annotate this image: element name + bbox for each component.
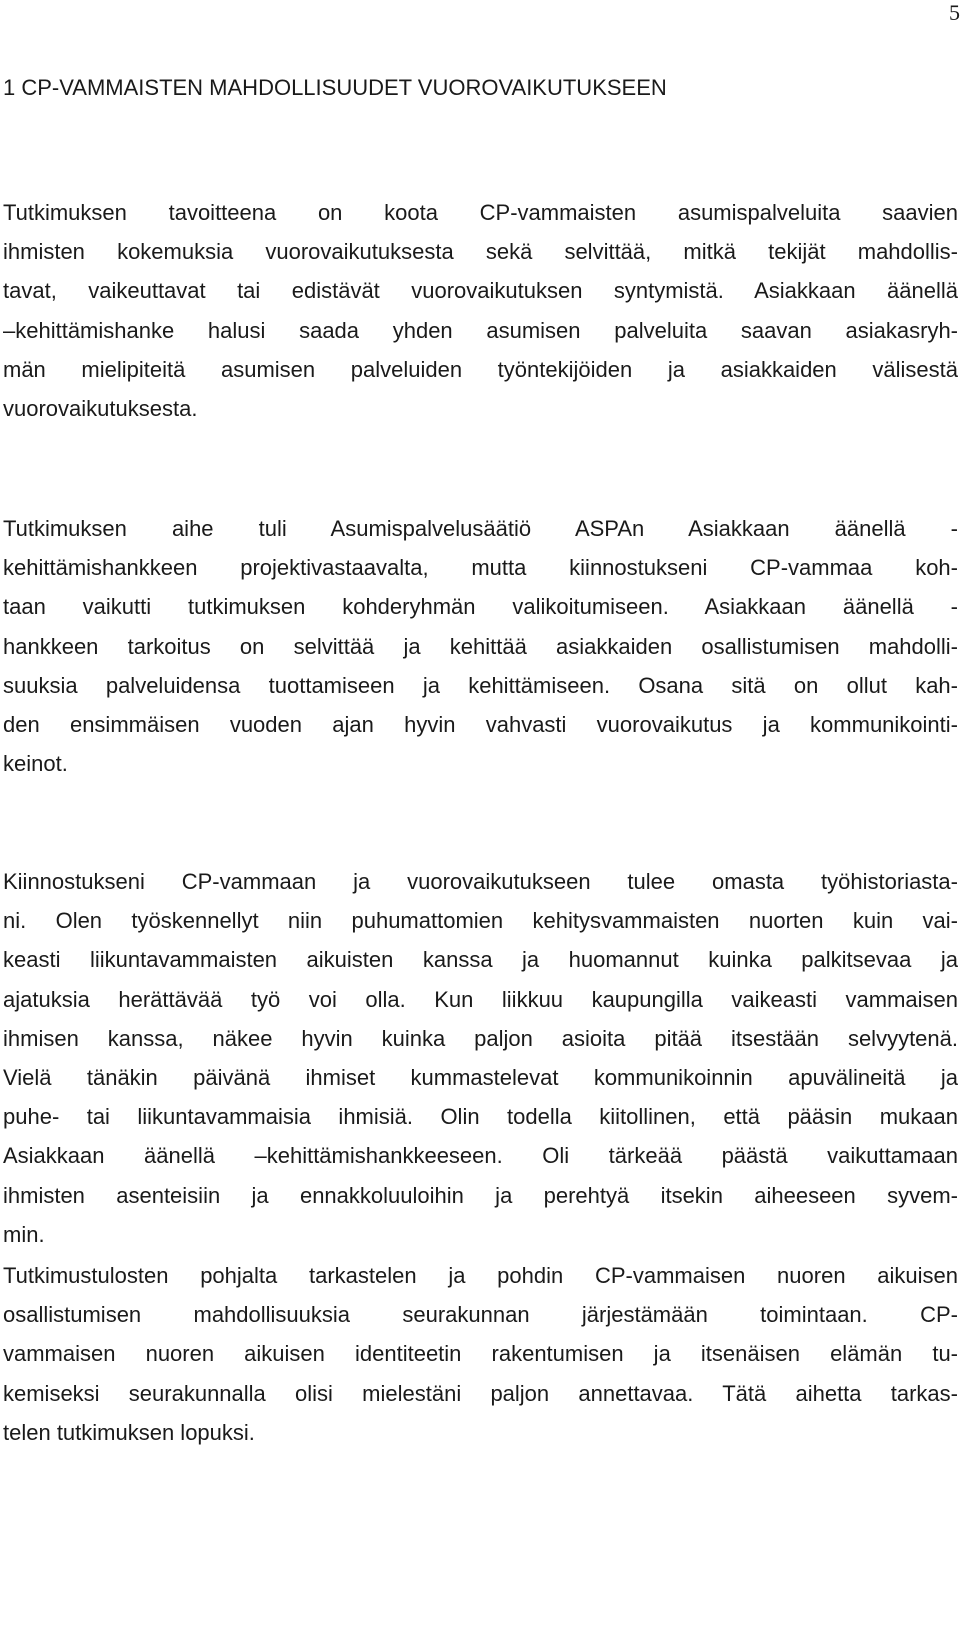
text-line: telen tutkimuksen lopuksi. [3,1419,255,1445]
text-line: kehittämishankkeen projektivastaavalta, mutta kiinnostukseni CP-vammaa koh- [3,555,958,581]
text-line: män mielipiteitä asumisen palveluiden työntekijöiden ja asiakkaiden välisestä [3,356,958,382]
text-line: hankkeen tarkoitus on selvittää ja kehittää asiakkaiden osallistumisen mahdolli- [3,633,958,659]
text-line: keasti liikuntavammaisten aikuisten kanssa ja huomannut kuinka palkitsevaa ja [3,947,958,973]
text-line: vuorovaikutuksesta. [3,395,198,421]
text-line: puhe- tai liikuntavammaisia ihmisiä. Olin todella kiitollinen, että pääsin mukaan [3,1104,958,1130]
text-line: ajatuksia herättävää työ voi olla. Kun liikkuu kaupungilla vaikeasti vammaisen [3,986,958,1012]
text-line: kemiseksi seurakunnalla olisi mielestäni paljon annettavaa. Tätä aihetta tarkas- [3,1380,958,1406]
text-line: Tutkimuksen aihe tuli Asumispalvelusäätiö ASPAn Asiakkaan äänellä - [3,516,958,541]
text-line: Asiakkaan äänellä –kehittämishankkeeseen. Oli tärkeää päästä vaikuttamaan [3,1143,958,1169]
text-line: den ensimmäisen vuoden ajan hyvin vahvasti vuorovaikutus ja kommunikointi- [3,711,958,737]
text-line: ihmisten asenteisiin ja ennakkoluuloihin ja perehtyä itsekin aiheeseen syvem- [3,1182,958,1208]
text-line: taan vaikutti tutkimuksen kohderyhmän valikoitumiseen. Asiakkaan äänellä - [3,594,958,620]
text-line: suuksia palveluidensa tuottamiseen ja kehittämiseen. Osana sitä on ollut kah- [3,672,958,698]
text-line: keinot. [3,751,68,777]
chapter-heading: 1 CP-VAMMAISTEN MAHDOLLISUUDET VUOROVAIKUTUKSEEN [3,75,667,100]
text-line: Kiinnostukseni CP-vammaan ja vuorovaikutukseen tulee omasta työhistoriasta- [3,869,958,894]
paragraph [3,862,958,1254]
page-number: 5 [949,0,960,25]
text-line: vammaisen nuoren aikuisen identiteetin rakentumisen ja itsenäisen elämän tu- [3,1341,958,1367]
text-line: –kehittämishanke halusi saada yhden asumisen palveluita saavan asiakasryh- [3,317,958,343]
text-line: tavat, vaikeuttavat tai edistävät vuorovaikutuksen syntymistä. Asiakkaan äänellä [3,278,958,304]
paragraph [3,509,958,783]
paragraph [3,193,958,428]
text-line: ihmisten kokemuksia vuorovaikutuksesta sekä selvittää, mitkä tekijät mahdollis- [3,239,958,265]
text-line: osallistumisen mahdollisuuksia seurakunnan järjestämään toimintaan. CP- [3,1302,958,1328]
text-line: Tutkimuksen tavoitteena on koota CP-vammaisten asumispalveluita saavien [3,200,958,225]
text-line: Tutkimustulosten pohjalta tarkastelen ja pohdin CP-vammaisen nuoren aikuisen [3,1263,958,1288]
text-line: min. [3,1221,45,1247]
paragraph [3,1256,958,1452]
text-line: Vielä tänäkin päivänä ihmiset kummastelevat kommunikoinnin apuvälineitä ja [3,1064,958,1090]
text-line: ihmisen kanssa, näkee hyvin kuinka paljon asioita pitää itsestään selvyytenä. [3,1025,958,1051]
text-line: ni. Olen työskennellyt niin puhumattomien kehitysvammaisten nuorten kuin vai- [3,908,958,934]
